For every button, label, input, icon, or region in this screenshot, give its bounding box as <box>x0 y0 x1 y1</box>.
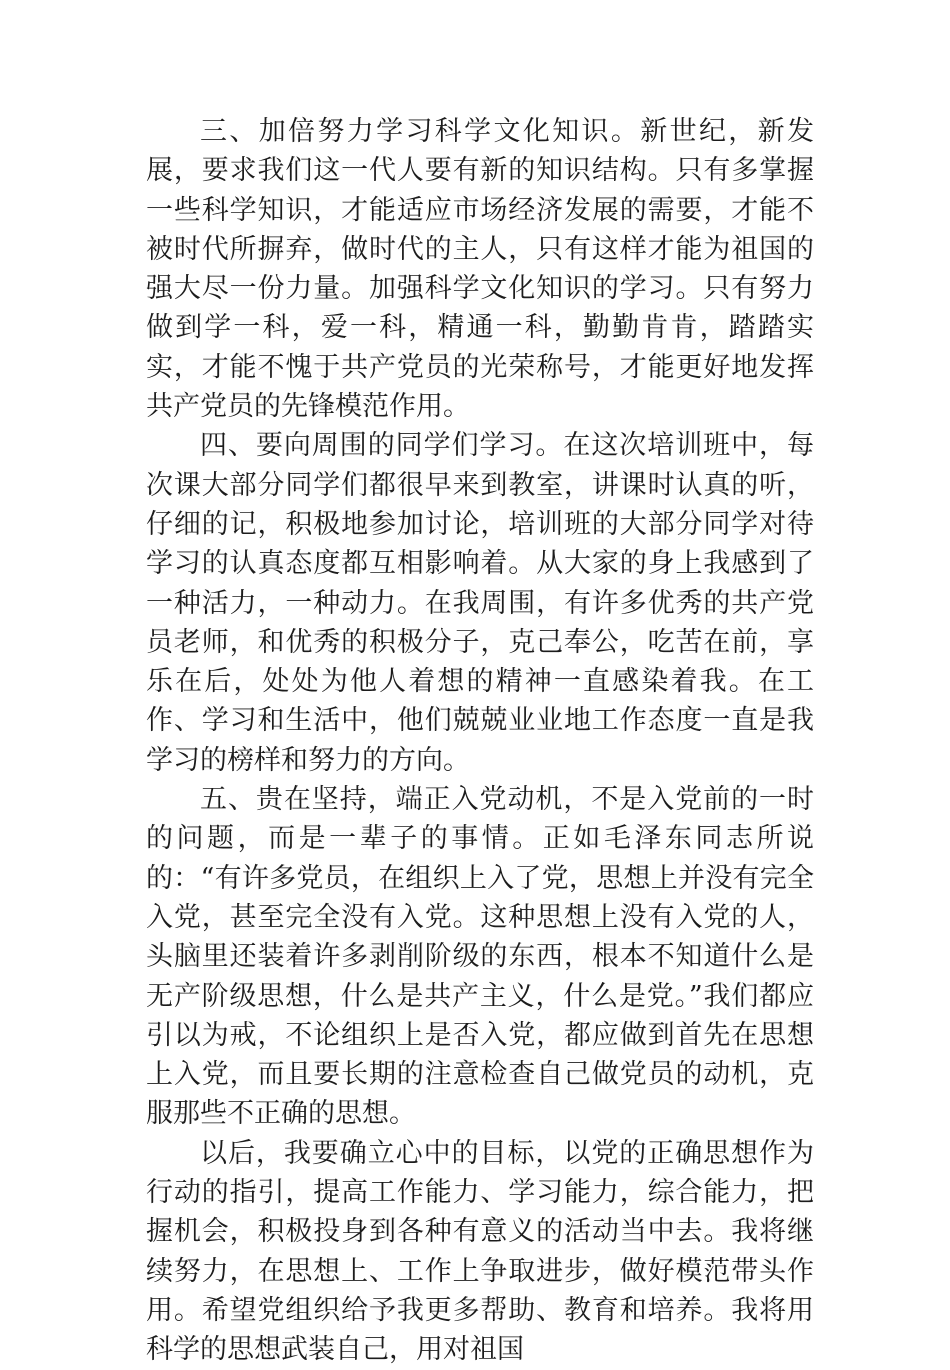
paragraph-future-goals: 以后，我要确立心中的目标，以党的正确思想作为行动的指引，提高工作能力、学习能力，综合能力，把握机会，积极投身到各种有意义的活动当中去。我将继续努力，在思想上、工作上争取进步，做好模范带头作用。希望党组织给予我更多帮助、教育和培养。我将用科学的思想武装自己，用对祖国 <box>146 1137 814 1366</box>
paragraph-3-study-science: 三、加倍努力学习科学文化知识。新世纪，新发展，要求我们这一代人要有新的知识结构。只有多掌握一些科学知识，才能适应市场经济发展的需要，才能不被时代所摒弃，做时代的主人，只有这样才能为祖国的强大尽一份力量。加强科学文化知识的学习。只有努力做到学一科，爱一科，精通一科，勤勤肯肯，踏踏实实，才能不愧于共产党员的光荣称号，才能更好地发挥共产党员的先锋模范作用。 <box>146 116 814 423</box>
document-body <box>146 112 814 1370</box>
paragraph-5-persistence: 五、贵在坚持，端正入党动机，不是入党前的一时的问题，而是一辈子的事情。正如毛泽东同志所说的：“有许多党员，在组织上入了党，思想上并没有完全入党，甚至完全没有入党。这种思想上没有入党的人，头脑里还装着许多剥削阶级的东西，根本不知道什么是无产阶级思想，什么是共产主义，什么是党。”我们都应引以为戒，不论组织上是否入党，都应做到首先在思想上入党，而且要长期的注意检查自己做党员的动机，克服那些不正确的思想。 <box>146 784 814 1130</box>
paragraph-4-learn-from-classmates: 四、要向周围的同学们学习。在这次培训班中，每次课大部分同学们都很早来到教室，讲课时认真的听，仔细的记，积极地参加讨论，培训班的大部分同学对待学习的认真态度都互相影响着。从大家的身上我感到了一种活力，一种动力。在我周围，有许多优秀的共产党员老师，和优秀的积极分子，克己奉公，吃苦在前，享乐在后，处处为他人着想的精神一直感染着我。在工作、学习和生活中，他们兢兢业业地工作态度一直是我学习的榜样和努力的方向。 <box>146 430 814 776</box>
